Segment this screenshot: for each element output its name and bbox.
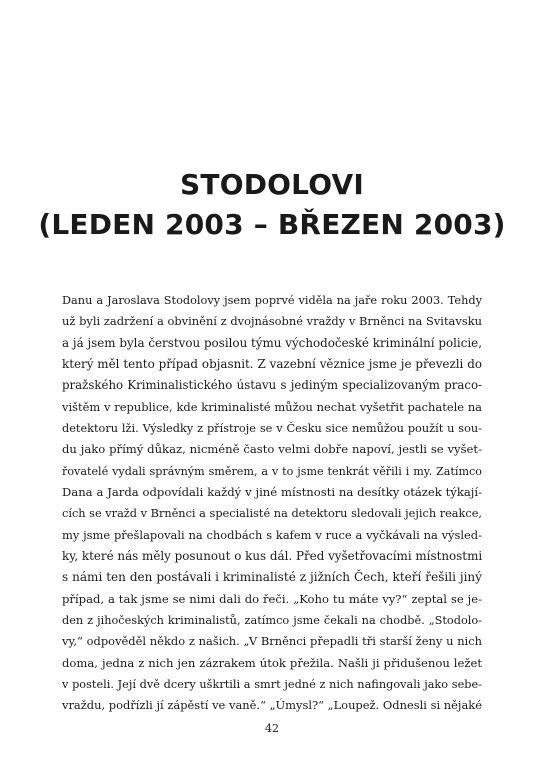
text-line: vištěm v republice, kde kriminalisté můžou nechat vyšetřit pachatele na xyxy=(62,399,482,414)
text-line: cích se vražd v Brněnci a specialisté na detektoru sledovali jejich reakce, xyxy=(62,507,482,521)
text-line: pražského Kriminalistického ústavu s jediným specializovaným praco- xyxy=(62,378,482,393)
text-line: a já jsem byla čerstvou posilou týmu východočeské kriminální policie, xyxy=(62,335,482,350)
page-number: 42 xyxy=(265,722,279,735)
text-line: du jako přímý důkaz, nicméně často velmi dobře napoví, jestli se vyšet- xyxy=(62,442,482,457)
text-line: vraždu, podřízli jí zápěstí ve vaně.“ „Úmysl?“ „Loupež. Odnesli si nějaké xyxy=(62,698,482,713)
chapter-title: STODOLOVI xyxy=(180,168,364,201)
text-line: Danu a Jaroslava Stodolovy jsem poprvé viděla na jaře roku 2003. Tehdy xyxy=(62,294,482,307)
text-line: doma, jedna z nich jen zázrakem útok přežila. Našli ji přidušenou ležet xyxy=(62,655,482,670)
text-line: detektoru lži. Výsledky z přístroje se v Česku sice nemůžou použít u sou- xyxy=(62,421,482,435)
text-line: vy,“ odpověděl někdo z našich. „V Brněnci přepadli tři starší ženy u nich xyxy=(62,634,482,649)
text-line: ky, které nás měly posunout o kus dál. Před vyšetřovacími místnostmi xyxy=(62,548,482,563)
text-line: už byli zadržení a obvinění z dvojnásobné vraždy v Brněnci na Svitavsku xyxy=(62,314,482,329)
text-line: řovatelé vydali správným směrem, a v to jsme tenkrát věřili i my. Zatímco xyxy=(62,464,482,478)
text-line: s námi ten den postávali i kriminalisté z jižních Čech, kteří řešili jiný xyxy=(62,570,482,585)
text-line: my jsme přešlapovali na chodbách s kafem v ruce a vyčkávali na výsled- xyxy=(62,527,482,542)
body-paragraph xyxy=(62,290,482,717)
text-line: v posteli. Její dvě dcery uškrtili a smrt jedné z nich nafingovali jako sebe- xyxy=(62,677,482,691)
text-line: případ, a tak jsme se nimi dali do řeči. „Koho tu máte vy?“ zeptal se je- xyxy=(62,591,482,606)
chapter-date-range: (LEDEN 2003 – BŘEZEN 2003) xyxy=(38,208,506,241)
text-line: Dana a Jarda odpovídali každý v jiné místnosti na desítky otázek týkají- xyxy=(62,484,482,499)
text-line: který měl tento případ objasnit. Z vazební věznice jsme je převezli do xyxy=(62,356,482,371)
text-line: den z jihočeských kriminalistů, zatímco jsme čekali na chodbě. „Stodolo- xyxy=(62,613,482,627)
